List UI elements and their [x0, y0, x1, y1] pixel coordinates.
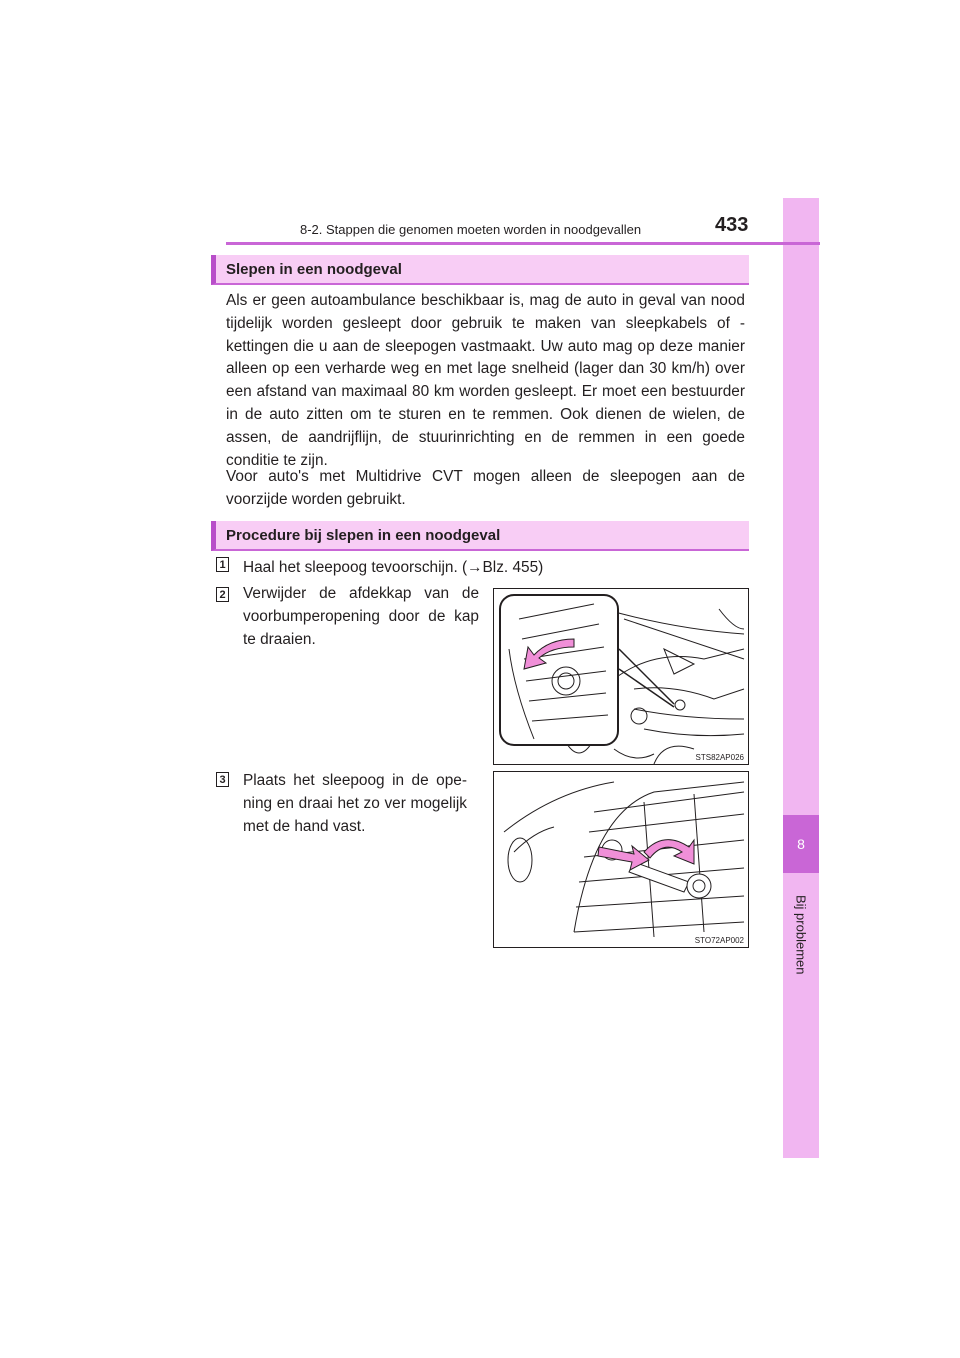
section-heading-towing: Slepen in een noodgeval — [211, 255, 749, 285]
cvt-note-paragraph: Voor auto's met Multidrive CVT mogen alleen de sleepogen aan de voorzijde worden gebruikt. — [226, 468, 745, 508]
section-heading-procedure: Procedure bij slepen in een noodgeval — [211, 521, 749, 551]
towing-intro-paragraph: Als er geen autoambulance beschikbaar is, mag de auto in geval van nood tijdelijk worden gesleept door gebruik te maken van sleepkabels of -kettingen die u aan de sleepogen vastmaakt. Uw auto mag op deze manier alleen op een verharde weg en met lage snelheid (lager dan 30 km/h) over een afstand van maximaal 80 km worden gesleept. Er moet een bestuurder in de auto zitten om te sturen en te remmen. Ook dienen de wielen, de assen, de aandrijflijn, de stuurinrichting en de remmen in een goede conditie te zijn. — [226, 292, 745, 469]
step-1-number: 1 — [216, 557, 229, 572]
step-3-number: 3 — [216, 772, 229, 787]
step-3-text: Plaats het sleepoog in de opening en draai het zo ver mogelijk met de hand vast. — [243, 772, 467, 835]
tow-eye-install-illustration — [493, 771, 749, 948]
turn-arrow-icon — [644, 840, 694, 864]
running-header: 8-2. Stappen die genomen moeten worden in noodgevallen — [300, 222, 642, 237]
illustration-code: STS82AP026 — [695, 753, 744, 762]
step-1-text: Haal het sleepoog tevoorschijn. (→Blz. 455) — [243, 559, 544, 576]
step-2-text: Verwijder de afdekkap van de voorbumperopening door de kap te draaien. — [243, 585, 479, 648]
bumper-cover-removal-illustration — [493, 588, 749, 765]
illustration-code: STO72AP002 — [694, 936, 744, 945]
step-2-number: 2 — [216, 587, 229, 602]
chapter-number: 8 — [783, 815, 819, 873]
page-number: 433 — [715, 214, 749, 236]
zoom-inset — [500, 595, 618, 745]
chapter-side-tab — [783, 198, 819, 1158]
chapter-label: Bij problemen — [793, 895, 809, 975]
header-divider — [226, 242, 820, 245]
